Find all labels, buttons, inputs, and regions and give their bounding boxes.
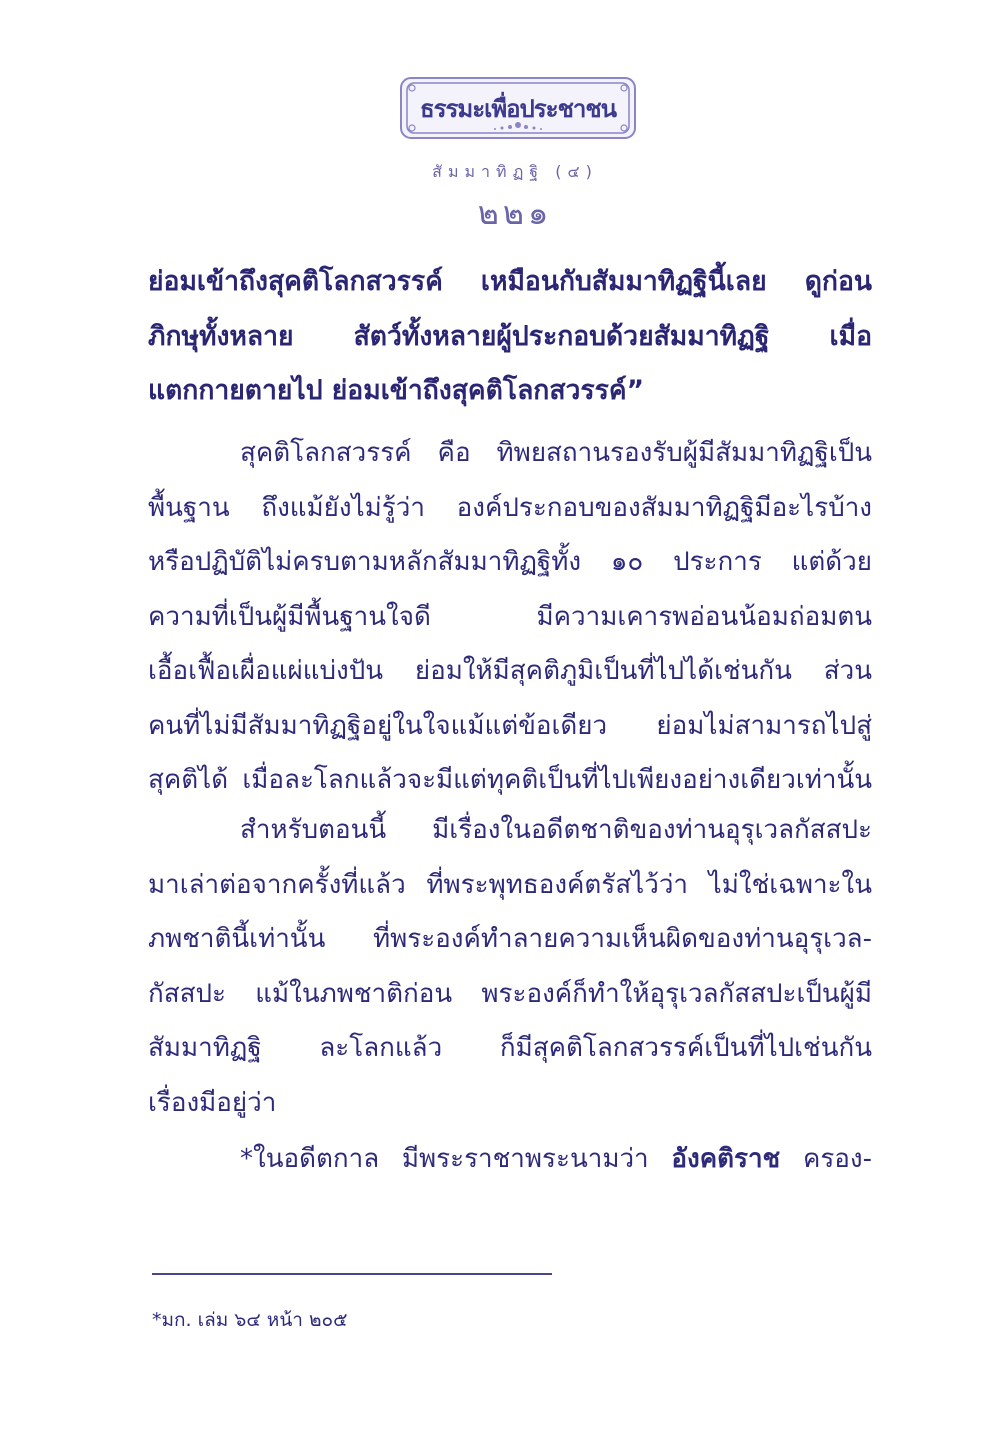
paragraph-line: ความที่เป็นผู้มีพื้นฐานใจดี มีความเคารพอ่อนน้อมถ่อมตน [148, 601, 872, 632]
king-name: อังคติราช [671, 1144, 781, 1174]
paragraph-line: สำหรับตอนนี้ มีเรื่องในอดีตชาติของท่านอุรุเวลกัสสปะ [240, 815, 872, 845]
paragraph-line: ภพชาตินี้เท่านั้น ที่พระองค์ทำลายความเห็นผิดของท่านอุรุเวล- [148, 924, 872, 954]
quote-line: แตกกายตายไป ย่อมเข้าถึงสุคติโลกสวรรค์” [148, 375, 645, 406]
paragraph-line: เรื่องมีอยู่ว่า [148, 1087, 277, 1118]
page-number: ๒๒๑ [477, 194, 553, 232]
quote-block [148, 255, 872, 419]
paragraph-line: พื้นฐาน ถึงแม้ยังไม่รู้ว่า องค์ประกอบของสัมมาทิฏฐิมีอะไรบ้าง [148, 492, 872, 523]
quote-line: ภิกษุทั้งหลาย สัตว์ทั้งหลายผู้ประกอบด้วยสัมมาทิฏฐิ เมื่อ [148, 320, 872, 352]
paragraph-3 [148, 1132, 872, 1187]
paragraph-1 [148, 426, 872, 808]
book-series-logo [398, 75, 638, 153]
quote-line: ย่อมเข้าถึงสุคติโลกสวรรค์ เหมือนกับสัมมาทิฏฐินี้เลย ดูก่อน [148, 266, 872, 297]
paragraph-suffix: ครอง- [802, 1144, 872, 1174]
paragraph-line: มาเล่าต่อจากครั้งที่แล้ว ที่พระพุทธองค์ตรัสไว้ว่า ไม่ใช่เฉพาะใน [148, 869, 872, 900]
paragraph-line: คนที่ไม่มีสัมมาทิฏฐิอยู่ในใจแม้แต่ข้อเดียว ย่อมไม่สามารถไปสู่ [148, 710, 872, 741]
paragraph-prefix: *ในอดีตกาล มีพระราชาพระนามว่า [240, 1144, 649, 1174]
paragraph-line [148, 1132, 872, 1187]
paragraph-line: สุคติได้ เมื่อละโลกแล้วจะมีแต่ทุคติเป็นที่ไปเพียงอย่างเดียวเท่านั้น [148, 765, 872, 795]
paragraph-2 [148, 803, 872, 1130]
footnote: *มก. เล่ม ๖๔ หน้า ๒๐๕ [152, 1309, 348, 1331]
paragraph-line: หรือปฏิบัติไม่ครบตามหลักสัมมาทิฏฐิทั้ง ๑๐ ประการ แต่ด้วย [148, 547, 872, 577]
chapter-title: สัมมาทิฏฐิ (๔) [432, 162, 598, 181]
paragraph-line: เอื้อเฟื้อเผื่อแผ่แบ่งปัน ย่อมให้มีสุคติภูมิเป็นที่ไปได้เช่นกัน ส่วน [148, 656, 872, 686]
logo-text: ธรรมะเพื่อประชาชน [419, 94, 617, 123]
paragraph-line: สุคติโลกสวรรค์ คือ ทิพยสถานรองรับผู้มีสัมมาทิฏฐิเป็น [240, 438, 872, 468]
footnote-divider [152, 1273, 552, 1275]
paragraph-line: สัมมาทิฏฐิ ละโลกแล้ว ก็มีสุคติโลกสวรรค์เป็นที่ไปเช่นกัน [148, 1033, 872, 1063]
paragraph-line: กัสสปะ แม้ในภพชาติก่อน พระองค์ก็ทำให้อุรุเวลกัสสปะเป็นผู้มี [148, 978, 872, 1009]
